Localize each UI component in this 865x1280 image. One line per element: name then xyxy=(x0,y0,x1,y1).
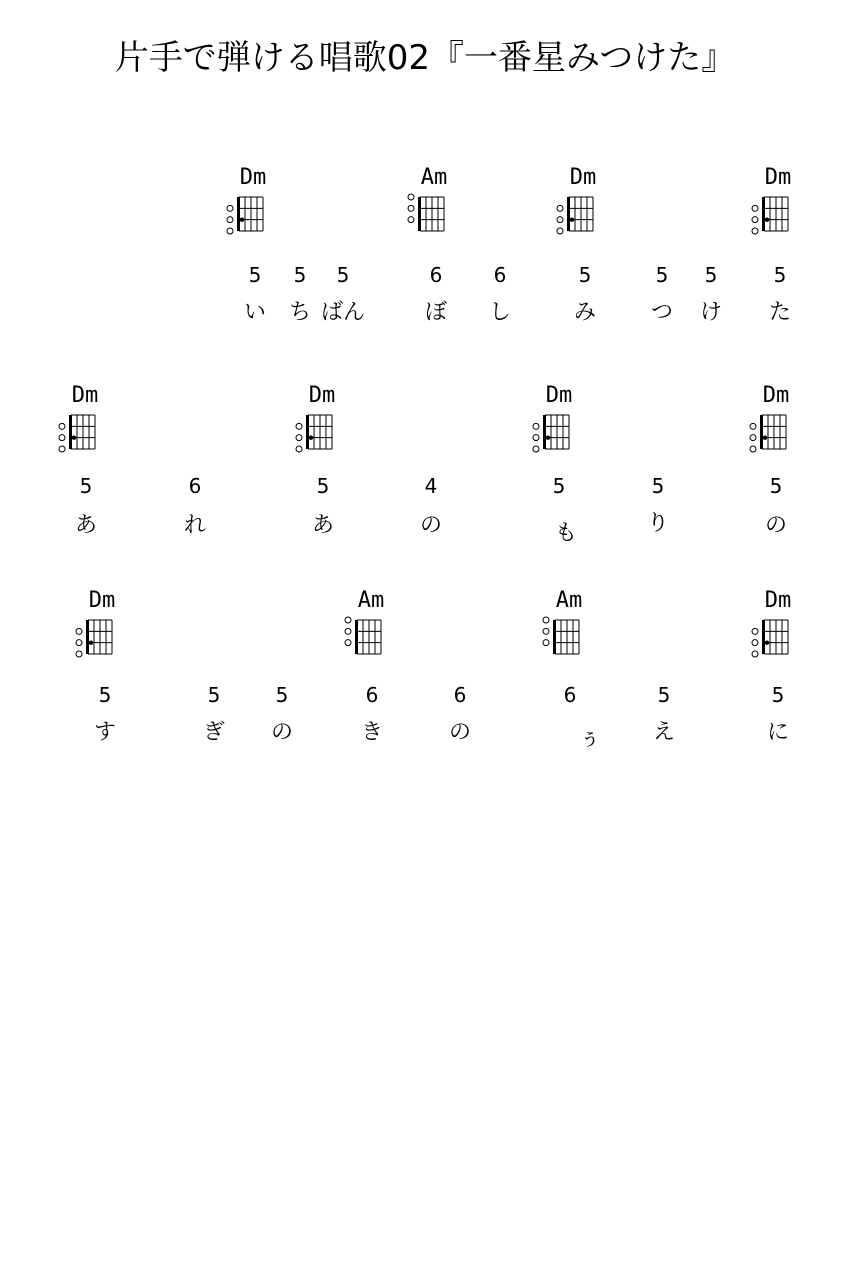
note-number: 5 xyxy=(275,683,289,707)
note-number: 5 xyxy=(704,263,718,287)
lyric-syllable: に xyxy=(766,720,789,745)
note-number: 6 xyxy=(493,263,507,287)
lyric-syllable: ぼ xyxy=(424,300,447,325)
lyric-syllable: あ xyxy=(311,513,334,538)
lyric-syllable: の xyxy=(270,720,293,745)
chord-name: Dm xyxy=(764,165,792,190)
chord-diagram-icon xyxy=(553,191,601,237)
note-number: 5 xyxy=(98,683,112,707)
note-number: 5 xyxy=(773,263,787,287)
note-number: 5 xyxy=(336,263,350,287)
chord-diagram-icon xyxy=(223,191,271,237)
lyric-syllable: け xyxy=(699,300,722,325)
chord-dm xyxy=(748,165,808,235)
note-number: 6 xyxy=(453,683,467,707)
chord-dm xyxy=(746,383,806,453)
lyric-syllable: れ xyxy=(183,513,206,538)
chord-diagram-icon xyxy=(748,614,796,660)
lyric-syllable: す xyxy=(93,720,116,745)
lyric-syllable: み xyxy=(573,300,596,325)
chord-name: Am xyxy=(420,165,448,190)
chord-diagram-icon xyxy=(292,409,340,455)
note-number: 5 xyxy=(552,474,566,498)
chord-name: Dm xyxy=(569,165,597,190)
chord-name: Dm xyxy=(764,588,792,613)
note-number: 6 xyxy=(188,474,202,498)
chord-name: Dm xyxy=(88,588,116,613)
chord-name: Dm xyxy=(71,383,99,408)
chord-dm xyxy=(223,165,283,235)
note-number: 6 xyxy=(563,683,577,707)
lyric-syllable: い xyxy=(243,300,266,325)
note-number: 5 xyxy=(79,474,93,498)
chord-name: Am xyxy=(357,588,385,613)
chord-diagram-icon xyxy=(529,409,577,455)
lyric-syllable: あ xyxy=(74,513,97,538)
chord-dm xyxy=(529,383,589,453)
note-number: 4 xyxy=(424,474,438,498)
lyric-syllable: ぅ xyxy=(578,726,601,751)
lyric-syllable: り xyxy=(646,511,669,536)
chord-diagram-icon xyxy=(748,191,796,237)
chord-name: Dm xyxy=(239,165,267,190)
lyric-syllable: ぎ xyxy=(202,720,225,745)
chord-am xyxy=(404,165,464,235)
note-number: 5 xyxy=(771,683,785,707)
chord-name: Am xyxy=(555,588,583,613)
chord-diagram-icon xyxy=(72,614,120,660)
chord-name: Dm xyxy=(308,383,336,408)
chord-dm xyxy=(292,383,352,453)
chord-diagram-icon xyxy=(746,409,794,455)
chord-diagram-icon xyxy=(55,409,103,455)
lyric-syllable: き xyxy=(360,720,383,745)
lyric-syllable: の xyxy=(764,513,787,538)
note-number: 5 xyxy=(293,263,307,287)
note-number: 5 xyxy=(657,683,671,707)
lyric-syllable: の xyxy=(419,513,442,538)
chord-dm xyxy=(72,588,132,658)
note-number: 5 xyxy=(655,263,669,287)
lyric-syllable: し xyxy=(488,300,511,325)
chord-name: Dm xyxy=(762,383,790,408)
chord-dm xyxy=(55,383,115,453)
note-number: 5 xyxy=(248,263,262,287)
note-number: 5 xyxy=(769,474,783,498)
lyric-syllable: の xyxy=(448,720,471,745)
chord-name: Dm xyxy=(545,383,573,408)
note-number: 5 xyxy=(651,474,665,498)
chord-am xyxy=(341,588,401,658)
note-number: 6 xyxy=(429,263,443,287)
lyric-syllable: つ xyxy=(650,300,673,325)
note-number: 6 xyxy=(365,683,379,707)
chord-dm xyxy=(553,165,613,235)
lyric-syllable: え xyxy=(652,720,675,745)
lyric-syllable: ばん xyxy=(320,300,365,325)
chord-diagram-icon xyxy=(404,191,452,237)
lyric-syllable: ち xyxy=(288,300,311,325)
lyric-syllable: も xyxy=(554,521,577,546)
lyric-syllable: た xyxy=(768,300,791,325)
note-number: 5 xyxy=(578,263,592,287)
chord-am xyxy=(539,588,599,658)
note-number: 5 xyxy=(316,474,330,498)
chord-dm xyxy=(748,588,808,658)
page-title: 片手で弾ける唱歌02『一番星みつけた』 xyxy=(114,38,736,78)
chord-diagram-icon xyxy=(341,614,389,660)
note-number: 5 xyxy=(207,683,221,707)
chord-diagram-icon xyxy=(539,614,587,660)
